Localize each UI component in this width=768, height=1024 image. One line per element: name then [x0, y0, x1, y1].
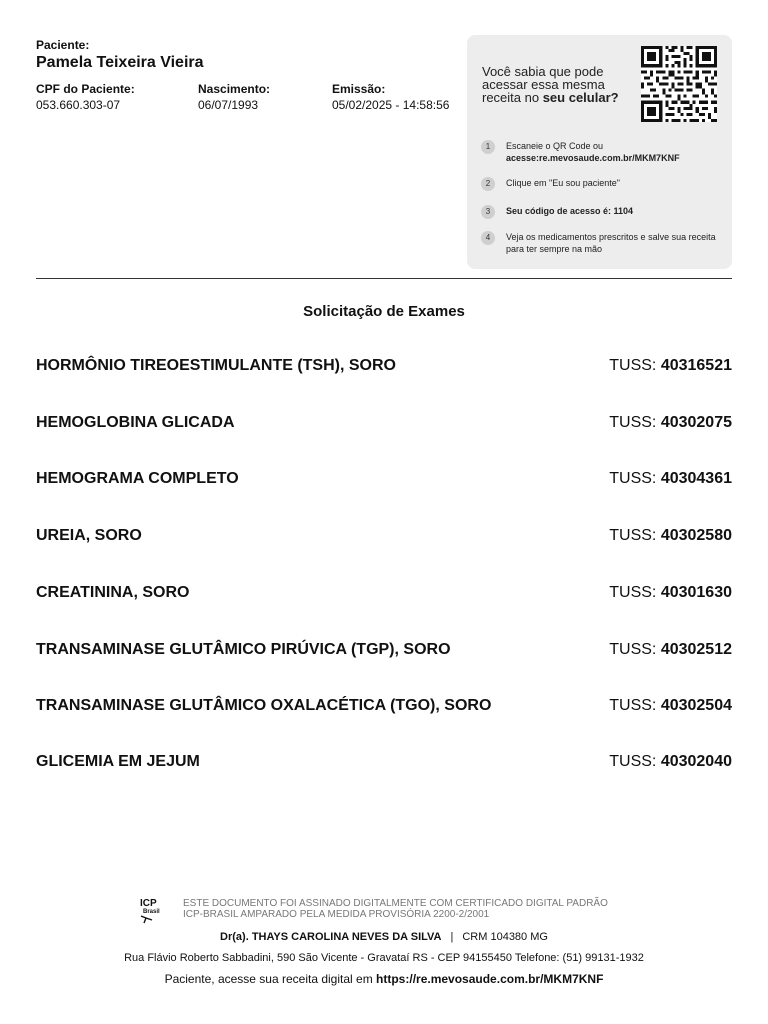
step-text: Clique em "Eu sou paciente"	[506, 178, 620, 188]
exam-code: TUSS: 40301630	[609, 584, 732, 601]
patient-name: Pamela Teixeira Vieira	[36, 54, 204, 71]
cpf-block	[36, 82, 135, 112]
digital-access-link[interactable]: https://re.mevosaude.com.br/MKM7KNF	[376, 972, 604, 986]
issue-value: 05/02/2025 - 14:58:56	[332, 98, 450, 112]
step-text	[506, 205, 633, 217]
qr-prompt-line2: acessar essa mesma	[482, 77, 605, 92]
doctor-name: Dr(a). THAYS CAROLINA NEVES DA SILVA	[220, 931, 442, 943]
exam-row	[36, 357, 732, 377]
cpf-label: CPF do Paciente:	[36, 82, 135, 96]
step-text: Veja os medicamentos prescritos e salve sua receita para ter sempre na mão	[506, 232, 716, 254]
svg-text:Brasil: Brasil	[143, 909, 160, 915]
qr-info-card	[467, 35, 732, 269]
exam-code: TUSS: 40304361	[609, 470, 732, 487]
address-line: Rua Flávio Roberto Sabbadini, 590 São Vicente - Gravataí RS - CEP 94155450 Telefone: (51) 99131-1932	[124, 952, 644, 964]
exam-row	[36, 753, 732, 773]
exam-row	[36, 414, 732, 434]
section-title: Solicitação de Exames	[303, 303, 465, 320]
qr-step-3	[481, 205, 721, 219]
exam-row	[36, 470, 732, 490]
step-number: 1	[481, 140, 495, 154]
birth-value: 06/07/1993	[198, 98, 259, 112]
digital-access-line: Paciente, acesse sua receita digital em https://re.mevosaude.com.br/MKM7KNF	[164, 972, 604, 986]
patient-info	[36, 38, 466, 72]
doctor-line	[0, 931, 768, 943]
step-number: 4	[481, 231, 495, 245]
exam-code: TUSS: 40316521	[609, 357, 732, 374]
exam-row	[36, 527, 732, 547]
qr-step-1	[481, 140, 721, 164]
exam-row	[36, 697, 732, 717]
exam-code: TUSS: 40302040	[609, 753, 732, 770]
exam-code: TUSS: 40302580	[609, 527, 732, 544]
exam-name: HEMOGRAMA COMPLETO	[36, 470, 239, 487]
exam-code: TUSS: 40302075	[609, 414, 732, 431]
cpf-value: 053.660.303-07	[36, 98, 121, 112]
header-divider	[36, 278, 732, 279]
svg-text:ICP: ICP	[140, 898, 157, 909]
step-text: Escaneie o QR Code ou acesse:re.mevosaude.com.br/MKM7KNF	[506, 141, 680, 163]
exam-row	[36, 641, 732, 661]
qr-prompt-line1: Você sabia que pode	[482, 64, 604, 79]
patient-label: Paciente:	[36, 38, 90, 52]
issue-label: Emissão:	[332, 82, 386, 96]
exam-name: CREATININA, SORO	[36, 584, 190, 601]
exam-name: TRANSAMINASE GLUTÂMICO PIRÚVICA (TGP), SORO	[36, 641, 451, 658]
exam-name: HORMÔNIO TIREOESTIMULANTE (TSH), SORO	[36, 357, 396, 374]
access-link[interactable]: acesse:re.mevosaude.com.br/MKM7KNF	[506, 153, 680, 163]
qr-prompt	[482, 65, 632, 104]
icp-brasil-logo-icon	[140, 896, 168, 924]
access-code: Seu código de acesso é: 1104	[506, 206, 634, 216]
exam-name: GLICEMIA EM JEJUM	[36, 753, 200, 770]
doctor-crm: CRM 104380 MG	[462, 931, 548, 943]
qr-step-4	[481, 231, 721, 255]
doctor-separator: |	[450, 931, 454, 943]
exam-code: TUSS: 40302504	[609, 697, 732, 714]
exam-name: UREIA, SORO	[36, 527, 142, 544]
step-number: 3	[481, 205, 495, 219]
exam-code: TUSS: 40302512	[609, 641, 732, 658]
exam-row	[36, 584, 732, 604]
birth-block	[198, 82, 270, 112]
issue-block	[332, 82, 449, 112]
exam-name: HEMOGLOBINA GLICADA	[36, 414, 235, 431]
signature-text: ESTE DOCUMENTO FOI ASSINADO DIGITALMENTE COM CERTIFICADO DIGITAL PADRÃO ICP-BRASIL AMPARADO PELA MEDIDA PROVISÓRIA 2200-2/2001	[183, 898, 608, 920]
exam-name: TRANSAMINASE GLUTÂMICO OXALACÉTICA (TGO), SORO	[36, 697, 492, 714]
qr-step-2	[481, 177, 721, 191]
digital-signature-notice	[140, 896, 640, 926]
qr-prompt-line3: receita no	[482, 90, 543, 105]
birth-label: Nascimento:	[198, 82, 271, 96]
qr-prompt-highlight: seu celular?	[542, 90, 619, 105]
step-number: 2	[481, 177, 495, 191]
qr-code-icon[interactable]	[639, 46, 719, 122]
